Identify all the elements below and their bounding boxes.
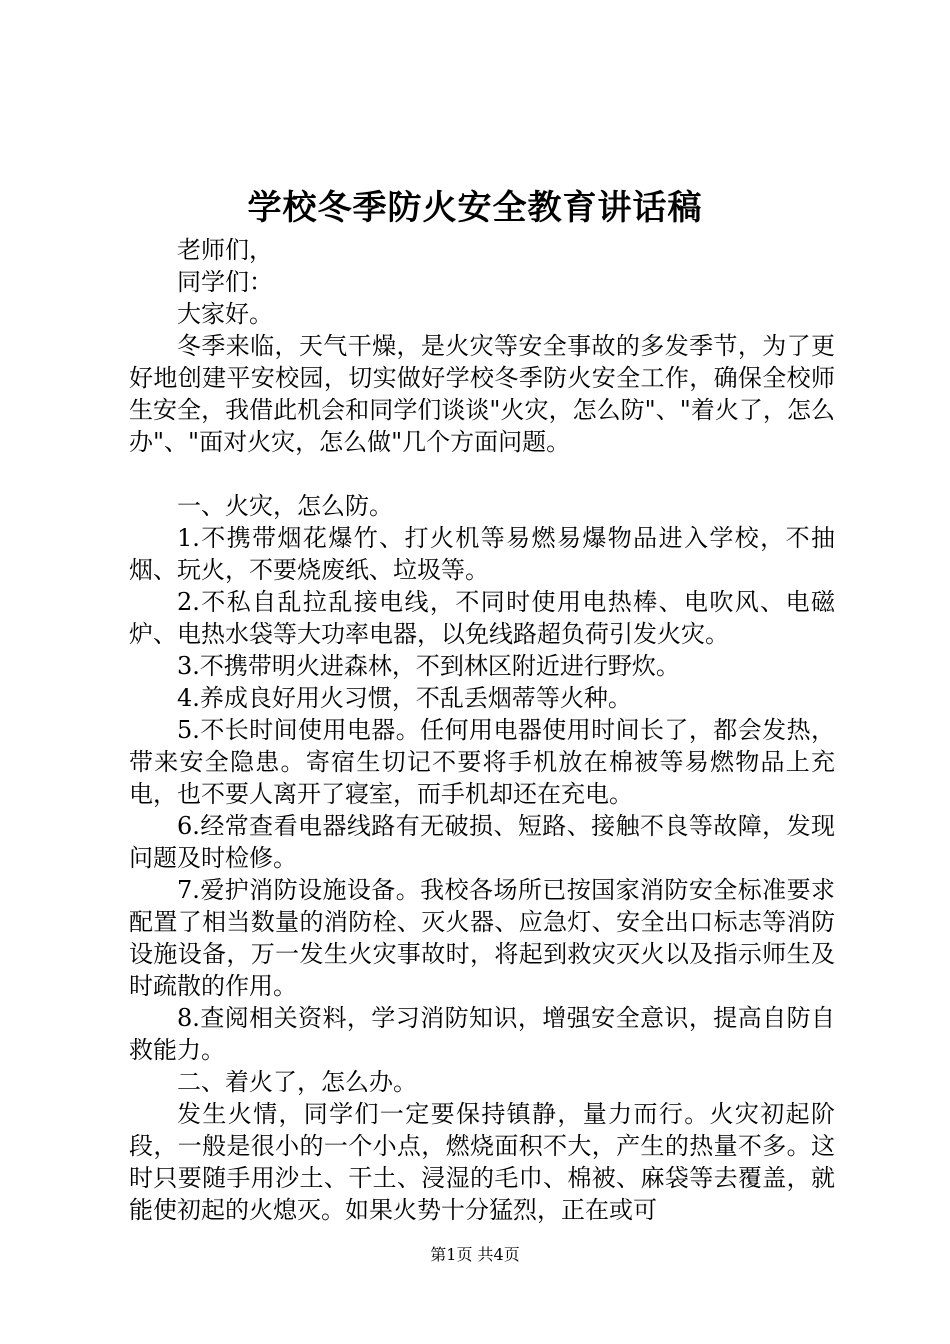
section-heading-2: 二、着火了，怎么办。 [177, 1068, 417, 1096]
page-number: 第1页 共4页 [430, 1245, 520, 1264]
greeting-teachers: 老师们， [177, 236, 273, 264]
intro-paragraph: 冬季来临，天气干燥，是火灾等安全事故的多发季节，为了更好地创建平安校园，切实做好学校冬季防火安全工作，确保全校师生安全，我借此机会和同学们谈谈"火灾，怎么防"、"着火了，怎么办"、"面对火灾，怎么做"几个方面问题。 [129, 332, 835, 456]
greeting-students: 同学们： [177, 268, 273, 296]
list-item-2: 2.不私自乱拉乱接电线，不同时使用电热棒、电吹风、电磁炉、电热水袋等大功率电器，以免线路超负荷引发火灾。 [129, 588, 835, 648]
section-heading-1: 一、火灾，怎么防。 [177, 492, 393, 520]
list-item-4: 4.养成良好用火习惯，不乱丢烟蒂等火种。 [177, 684, 632, 712]
list-item-1: 1.不携带烟花爆竹、打火机等易燃易爆物品进入学校，不抽烟、玩火，不要烧废纸、垃圾等。 [129, 524, 835, 584]
list-item-6: 6.经常查看电器线路有无破损、短路、接触不良等故障，发现问题及时检修。 [129, 812, 835, 872]
document-body [129, 234, 835, 1226]
list-item-5: 5.不长时间使用电器。任何用电器使用时间长了，都会发热，带来安全隐患。寄宿生切记不要将手机放在棉被等易燃物品上充电，也不要人离开了寝室，而手机却还在充电。 [129, 716, 835, 808]
list-item-8: 8.查阅相关资料，学习消防知识，增强安全意识，提高自防自救能力。 [129, 1004, 835, 1064]
greeting-all: 大家好。 [177, 300, 273, 328]
list-item-7: 7.爱护消防设施设备。我校各场所已按国家消防安全标准要求配置了相当数量的消防栓、灭火器、应急灯、安全出口标志等消防设施设备，万一发生火灾事故时，将起到救灾灭火以及指示师生及时疏散的作用。 [129, 876, 835, 1000]
section-2-paragraph: 发生火情，同学们一定要保持镇静，量力而行。火灾初起阶段，一般是很小的一个小点，燃烧面积不大，产生的热量不多。这时只要随手用沙土、干土、浸湿的毛巾、棉被、麻袋等去覆盖，就能使初起的火熄灭。如果火势十分猛烈，正在或可 [129, 1100, 835, 1224]
list-item-3: 3.不携带明火进森林，不到林区附近进行野炊。 [177, 652, 680, 680]
document-title: 学校冬季防火安全教育讲话稿 [247, 188, 703, 228]
